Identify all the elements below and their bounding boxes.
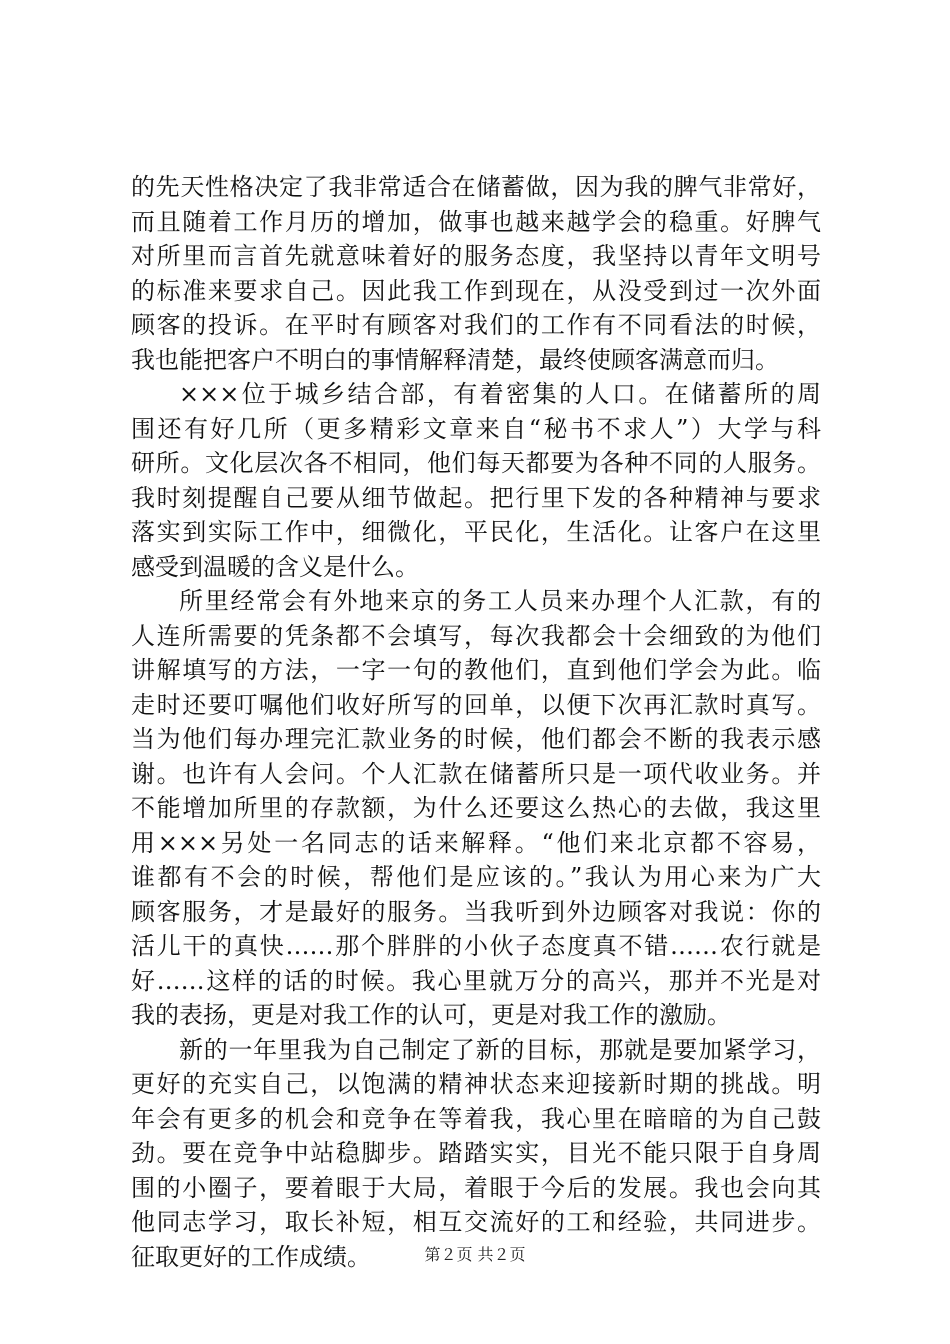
text-line: 顾客的投诉。在平时有顾客对我们的工作有不同看法的时候，: [131, 311, 821, 339]
text-line: 我的表扬，更是对我工作的认可，更是对我工作的激励。: [131, 1001, 731, 1029]
text-line: 研所。文化层次各不相同，他们每天都要为各种不同的人服务。: [131, 449, 821, 477]
text-line: 他同志学习，取长补短，相互交流好的工和经验，共同进步。: [131, 1208, 821, 1236]
document-body: [131, 170, 821, 1274]
text-line: 落实到实际工作中，细微化，平民化，生活化。让客户在这里: [131, 518, 821, 546]
text-line: 顾客服务，才是最好的服务。当我听到外边顾客对我说：你的: [131, 897, 821, 926]
text-line: 感受到温暖的含义是什么。: [131, 552, 419, 581]
page-footer: 第２页 共２页: [424, 1245, 526, 1264]
text-line: 更好的充实自己，以饱满的精神状态来迎接新时期的挑战。明: [131, 1070, 821, 1098]
text-line: 征取更好的工作成绩。: [131, 1242, 371, 1271]
text-line: 不能增加所里的存款额，为什么还要这么热心的去做，我这里: [131, 794, 821, 822]
text-line: 活儿干的真快……那个胖胖的小伙子态度真不错……农行就是: [131, 932, 821, 960]
text-line: 年会有更多的机会和竞争在等着我，我心里在暗暗的为自己鼓: [131, 1104, 821, 1133]
text-line: 而且随着工作月历的增加，做事也越来越学会的稳重。好脾气: [131, 207, 821, 236]
text-line: 好……这样的话的时候。我心里就万分的高兴，那并不光是对: [131, 966, 821, 995]
text-line: 人连所需要的凭条都不会填写，每次我都会十会细致的为他们: [131, 621, 821, 650]
text-line: 讲解填写的方法，一字一句的教他们，直到他们学会为此。临: [131, 656, 821, 684]
text-line: 我也能把客户不明白的事情解释清楚，最终使顾客满意而归。: [131, 345, 779, 374]
text-line: 劲。要在竞争中站稳脚步。踏踏实实，目光不能只限于自身周: [131, 1139, 821, 1167]
text-line: 用×××另处一名同志的话来解释。“他们来北京都不容易，: [131, 828, 821, 857]
text-line: 围还有好几所（更多精彩文章来自“秘书不求人”）大学与科: [131, 414, 821, 443]
text-line: 我时刻提醒自己要从细节做起。把行里下发的各种精神与要求: [131, 483, 821, 512]
text-line: 的标准来要求自己。因此我工作到现在，从没受到过一次外面: [131, 276, 821, 305]
text-line: ×××位于城乡结合部，有着密集的人口。在储蓄所的周: [179, 380, 821, 408]
text-line: 当为他们每办理完汇款业务的时候，他们都会不断的我表示感: [131, 725, 821, 753]
text-line: 的先天性格决定了我非常适合在储蓄做，因为我的脾气非常好，: [131, 173, 821, 201]
text-line: 新的一年里我为自己制定了新的目标，那就是要加紧学习，: [179, 1035, 821, 1064]
text-line: 谢。也许有人会问。个人汇款在储蓄所只是一项代收业务。并: [131, 759, 821, 788]
text-line: 对所里而言首先就意味着好的服务态度，我坚持以青年文明号: [131, 242, 821, 270]
text-line: 走时还要叮嘱他们收好所写的回单，以便下次再汇款时真写。: [131, 690, 821, 719]
text-line: 谁都有不会的时候，帮他们是应该的。”我认为用心来为广大: [131, 863, 821, 891]
text-line: 所里经常会有外地来京的务工人员来办理个人汇款，有的: [179, 587, 821, 615]
text-line: 围的小圈子，要着眼于大局，着眼于今后的发展。我也会向其: [131, 1173, 821, 1202]
